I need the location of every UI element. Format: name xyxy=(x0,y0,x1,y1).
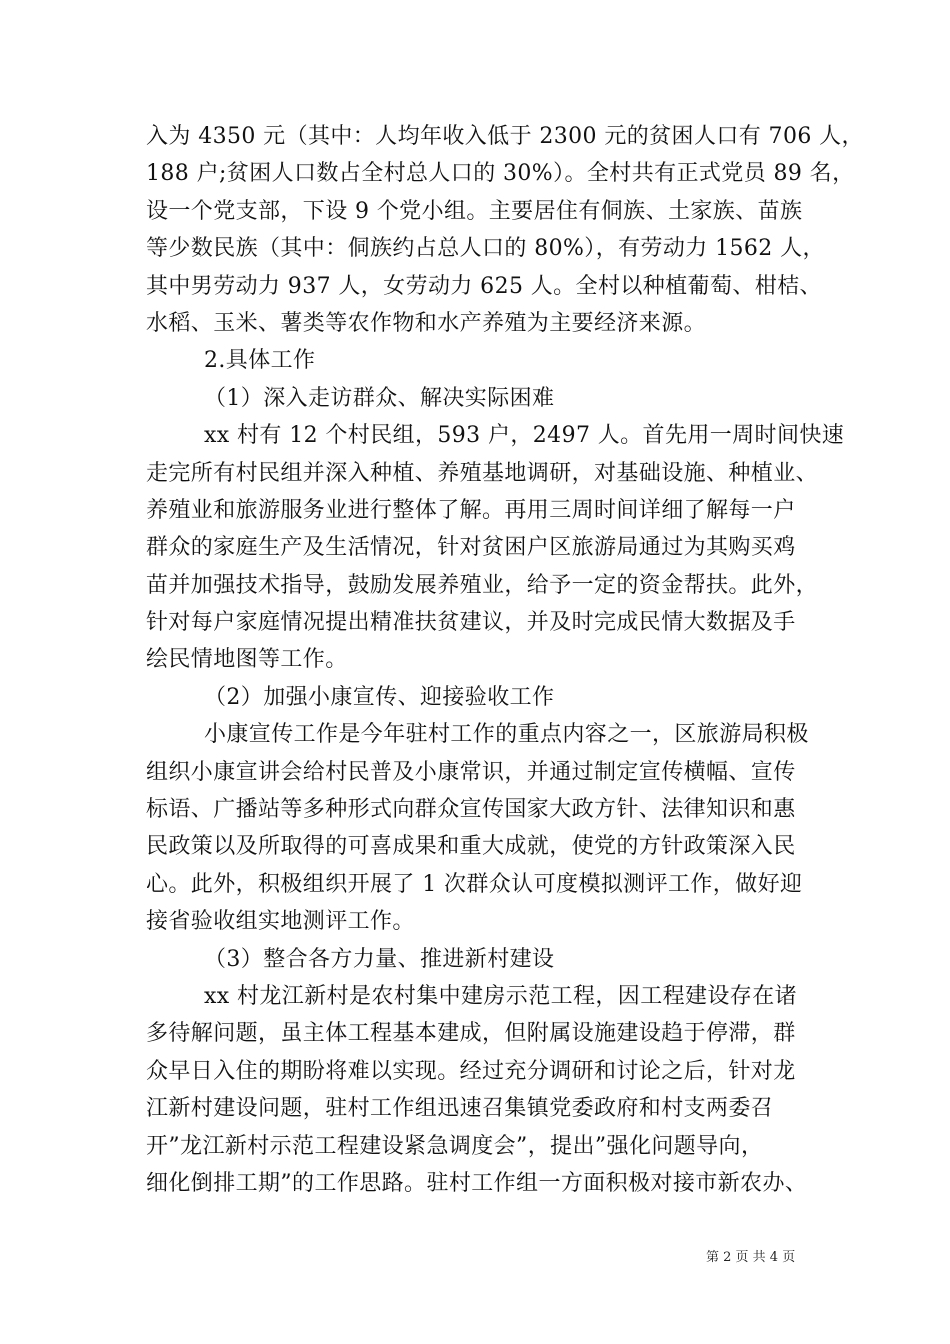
text-line: xx 村有 12 个村民组，593 户，2497 人。首先用一周时间快速 xyxy=(204,423,845,449)
text-line: xx 村龙江新村是农村集中建房示范工程，因工程建设存在诸 xyxy=(204,983,798,1009)
page-number: 第 2 页 共 4 页 xyxy=(706,1250,796,1265)
text-line: 养殖业和旅游服务业进行整体了解。再用三周时间详细了解每一户 xyxy=(146,497,796,523)
text-line: 水稻、玉米、薯类等农作物和水产养殖为主要经济来源。 xyxy=(146,310,707,336)
text-line: （1）深入走访群众、解决实际困难 xyxy=(204,385,555,411)
text-line: 细化倒排工期”的工作思路。驻村工作组一方面积极对接市新农办、 xyxy=(146,1170,808,1196)
text-line: 民政策以及所取得的可喜成果和重大成就，使党的方针政策深入民 xyxy=(146,834,796,860)
text-line: 标语、广播站等多种形式向群众宣传国家大政方针、法律知识和惠 xyxy=(146,797,796,823)
body-text xyxy=(146,118,864,1202)
text-line: 188 户;贫困人口数占全村总人口的 30%）。全村共有正式党员 89 名， xyxy=(146,161,855,187)
text-line: 走完所有村民组并深入种植、养殖基地调研，对基础设施、种植业、 xyxy=(146,460,819,486)
text-line: 小康宣传工作是今年驻村工作的重点内容之一，区旅游局积极 xyxy=(204,722,809,748)
text-line: 设一个党支部，下设 9 个党小组。主要居住有侗族、土家族、苗族 xyxy=(146,198,803,224)
text-line: 开”龙江新村示范工程建设紧急调度会”，提出”强化问题导向， xyxy=(146,1133,764,1159)
text-line: 绘民情地图等工作。 xyxy=(146,647,348,673)
text-line: 入为 4350 元（其中：人均年收入低于 2300 元的贫困人口有 706 人， xyxy=(146,124,864,149)
text-line: 等少数民族（其中：侗族约占总人口的 80%），有劳动力 1562 人， xyxy=(146,236,825,262)
text-line: （3）整合各方力量、推进新村建设 xyxy=(204,946,555,972)
text-line: 苗并加强技术指导，鼓励发展养殖业，给予一定的资金帮扶。此外， xyxy=(146,572,819,598)
text-line: 多待解问题，虽主体工程基本建成，但附属设施建设趋于停滞，群 xyxy=(146,1021,796,1047)
text-line: 心。此外，积极组织开展了 1 次群众认可度模拟测评工作，做好迎 xyxy=(146,871,803,897)
text-line: 众早日入住的期盼将难以实现。经过充分调研和讨论之后，针对龙 xyxy=(146,1058,796,1084)
text-line: 组织小康宣讲会给村民普及小康常识，并通过制定宣传横幅、宣传 xyxy=(146,759,796,785)
text-line: 接省验收组实地测评工作。 xyxy=(146,909,415,935)
text-line: 2.具体工作 xyxy=(204,348,316,374)
text-line: （2）加强小康宣传、迎接验收工作 xyxy=(204,684,555,710)
text-line: 江新村建设问题，驻村工作组迅速召集镇党委政府和村支两委召 xyxy=(146,1096,774,1122)
text-line: 群众的家庭生产及生活情况，针对贫困户区旅游局通过为其购买鸡 xyxy=(146,535,796,561)
text-line: 针对每户家庭情况提出精准扶贫建议，并及时完成民情大数据及手 xyxy=(146,610,796,636)
text-line: 其中男劳动力 937 人，女劳动力 625 人。全村以种植葡萄、柑桔、 xyxy=(146,273,822,299)
